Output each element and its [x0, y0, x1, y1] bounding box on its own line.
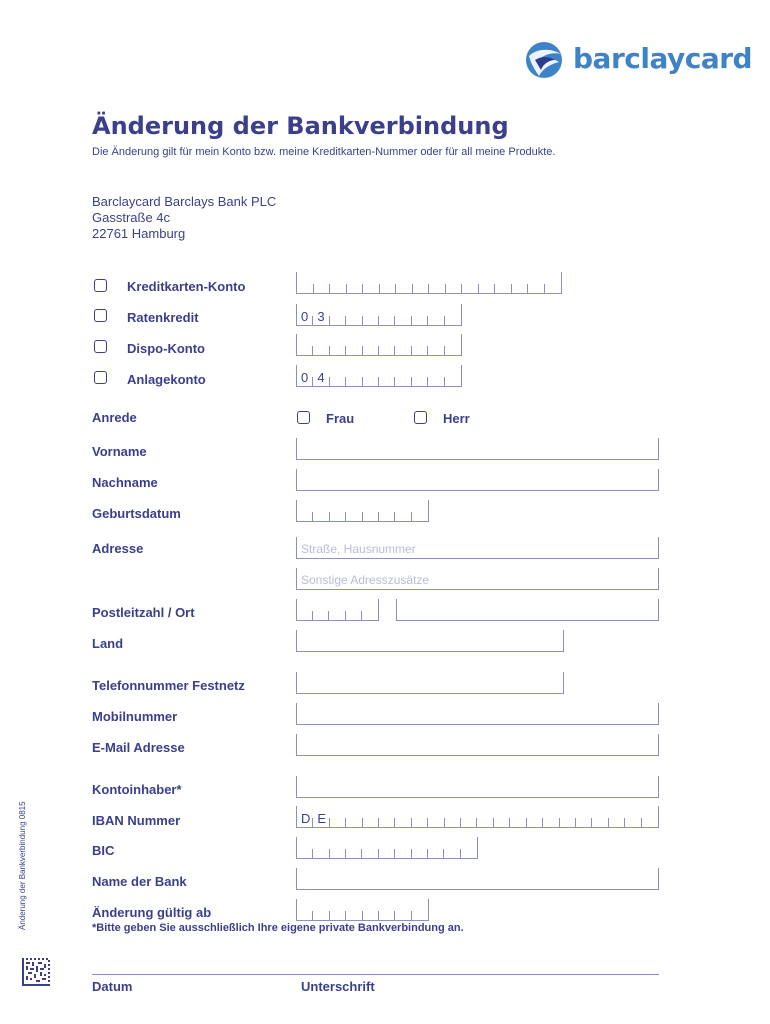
- plz-field[interactable]: [296, 599, 379, 621]
- comb-cell: [527, 806, 543, 827]
- label-adresse: Adresse: [92, 541, 144, 556]
- comb-cell: [362, 837, 378, 858]
- gueltig-ab-field[interactable]: [296, 899, 429, 921]
- comb-cell: [379, 365, 395, 386]
- comb-cell: [445, 365, 461, 386]
- comb-cell: [329, 599, 345, 620]
- comb-cell: [479, 272, 496, 293]
- comb-cell: [313, 599, 329, 620]
- comb-cell: [545, 272, 562, 293]
- ort-input[interactable]: [396, 599, 659, 621]
- comb-cell: [429, 272, 446, 293]
- comb-cell: [346, 837, 362, 858]
- address-line-2: Gasstraße 4c: [92, 210, 171, 225]
- comb-cell: [297, 899, 313, 920]
- comb-cell: [297, 334, 313, 355]
- checkbox-herr[interactable]: [414, 411, 427, 424]
- address-line-3: 22761 Hamburg: [92, 226, 186, 241]
- comb-cell: [297, 304, 313, 325]
- comb-cell: [395, 304, 411, 325]
- land-input[interactable]: [296, 630, 564, 652]
- comb-cell: [477, 806, 493, 827]
- comb-cell: [412, 837, 428, 858]
- checkbox-anlagekonto[interactable]: [94, 371, 107, 384]
- comb-cell: [560, 806, 576, 827]
- dispo-number-field[interactable]: [296, 334, 462, 356]
- label-anrede: Anrede: [92, 410, 137, 425]
- checkbox-kreditkarten-konto[interactable]: [94, 279, 107, 292]
- comb-cell: [379, 899, 395, 920]
- comb-cell: [313, 806, 329, 827]
- label-dispo-konto: Dispo-Konto: [127, 341, 205, 356]
- comb-cell: [313, 899, 329, 920]
- label-datum: Datum: [92, 979, 133, 994]
- comb-cell: [330, 806, 346, 827]
- comb-cell: [412, 334, 428, 355]
- comb-digit: 3: [317, 309, 325, 324]
- comb-cell: [446, 272, 463, 293]
- comb-cell: [395, 365, 411, 386]
- comb-cell: [346, 365, 362, 386]
- comb-cell: [313, 837, 329, 858]
- comb-cell: [395, 899, 411, 920]
- kreditkarten-number-field[interactable]: [296, 272, 562, 294]
- strasse-input[interactable]: [296, 537, 659, 559]
- comb-cell: [543, 806, 559, 827]
- bank-input[interactable]: [296, 868, 659, 890]
- kontoinhaber-input[interactable]: [296, 776, 659, 798]
- label-bic: BIC: [92, 843, 115, 858]
- label-gueltig-ab: Änderung gültig ab: [92, 905, 212, 920]
- address-line-1: Barclaycard Barclays Bank PLC: [92, 194, 277, 209]
- comb-cell: [412, 500, 428, 521]
- comb-cell: [379, 500, 395, 521]
- comb-cell: [346, 599, 362, 620]
- label-mobil: Mobilnummer: [92, 709, 178, 724]
- label-herr: Herr: [443, 411, 470, 426]
- label-festnetz: Telefonnummer Festnetz: [92, 678, 245, 693]
- adresszusatz-placeholder: Sonstige Adresszusätze: [301, 573, 430, 587]
- comb-cell: [412, 806, 428, 827]
- comb-cell: [297, 837, 313, 858]
- comb-cell: [330, 334, 346, 355]
- comb-cell: [412, 899, 428, 920]
- nachname-input[interactable]: [296, 469, 659, 491]
- comb-cell: [461, 806, 477, 827]
- comb-cell: [363, 806, 379, 827]
- label-anlagekonto: Anlagekonto: [127, 372, 206, 387]
- mobil-input[interactable]: [296, 703, 659, 725]
- label-plz-ort: Postleitzahl / Ort: [92, 605, 195, 620]
- label-iban: IBAN Nummer: [92, 813, 181, 828]
- comb-cell: [314, 272, 331, 293]
- comb-cell: [380, 272, 397, 293]
- label-kreditkarten-konto: Kreditkarten-Konto: [127, 279, 246, 294]
- comb-cell: [462, 272, 479, 293]
- label-unterschrift: Unterschrift: [301, 979, 375, 994]
- comb-cell: [625, 806, 641, 827]
- comb-cell: [528, 272, 545, 293]
- email-input[interactable]: [296, 734, 659, 756]
- adresszusatz-input[interactable]: [296, 568, 659, 590]
- footnote: *Bitte geben Sie ausschließlich Ihre eigene private Bankverbindung an.: [92, 922, 464, 934]
- comb-cell: [512, 272, 529, 293]
- comb-cell: [346, 500, 362, 521]
- comb-cell: [494, 806, 510, 827]
- comb-cell: [428, 334, 444, 355]
- comb-cell: [395, 806, 411, 827]
- comb-cell: [313, 500, 329, 521]
- vorname-input[interactable]: [296, 438, 659, 460]
- comb-cell: [330, 899, 346, 920]
- comb-cell: [346, 304, 362, 325]
- anlagekonto-number-field[interactable]: [296, 365, 462, 387]
- comb-cell: [642, 806, 658, 827]
- comb-cell: [330, 304, 346, 325]
- comb-digit: 0: [301, 370, 309, 385]
- label-email: E-Mail Adresse: [92, 740, 185, 755]
- comb-digit: E: [317, 811, 327, 826]
- comb-cell: [445, 806, 461, 827]
- comb-cell: [313, 334, 329, 355]
- comb-cell: [495, 272, 512, 293]
- comb-digit: 0: [301, 309, 309, 324]
- comb-cell: [395, 334, 411, 355]
- label-geburtsdatum: Geburtsdatum: [92, 506, 181, 521]
- comb-cell: [297, 272, 314, 293]
- checkbox-dispo-konto[interactable]: [94, 340, 107, 353]
- comb-cell: [396, 272, 413, 293]
- comb-cell: [346, 899, 362, 920]
- page-title: Änderung der Bankverbindung: [92, 112, 509, 140]
- comb-cell: [395, 500, 411, 521]
- checkbox-frau[interactable]: [297, 411, 310, 424]
- comb-cell: [346, 334, 362, 355]
- label-vorname: Vorname: [92, 444, 147, 459]
- label-land: Land: [92, 636, 124, 651]
- label-nachname: Nachname: [92, 475, 158, 490]
- comb-cell: [330, 837, 346, 858]
- comb-cell: [313, 304, 329, 325]
- comb-cell: [297, 500, 313, 521]
- comb-digit: D: [301, 811, 311, 826]
- comb-cell: [428, 806, 444, 827]
- iban-field[interactable]: [296, 806, 659, 828]
- comb-cell: [297, 599, 313, 620]
- comb-cell: [363, 365, 379, 386]
- comb-cell: [510, 806, 526, 827]
- barclaycard-logo: [523, 40, 753, 80]
- comb-cell: [413, 272, 430, 293]
- geburtsdatum-field[interactable]: [296, 500, 429, 522]
- comb-cell: [379, 334, 395, 355]
- ratenkredit-number-field[interactable]: [296, 304, 462, 326]
- comb-cell: [346, 806, 362, 827]
- comb-cell: [395, 837, 411, 858]
- form-code-text: Änderung der Bankverbindung 0815: [18, 801, 27, 930]
- checkbox-ratenkredit[interactable]: [94, 309, 107, 322]
- page-subtitle: Die Änderung gilt für mein Konto bzw. meine Kreditkarten-Nummer oder für all meine Produkte.: [92, 146, 556, 158]
- comb-cell: [444, 837, 460, 858]
- label-frau: Frau: [326, 411, 355, 426]
- strasse-placeholder: Straße, Hausnummer: [301, 542, 416, 556]
- comb-cell: [445, 304, 461, 325]
- comb-cell: [461, 837, 477, 858]
- comb-cell: [297, 806, 313, 827]
- festnetz-input[interactable]: [296, 672, 564, 694]
- comb-cell: [592, 806, 608, 827]
- comb-cell: [362, 599, 378, 620]
- bic-field[interactable]: [296, 837, 478, 859]
- signature-line: [92, 974, 659, 975]
- comb-cell: [576, 806, 592, 827]
- comb-digit: 4: [317, 370, 325, 385]
- comb-cell: [363, 899, 379, 920]
- comb-cell: [428, 365, 444, 386]
- comb-cell: [609, 806, 625, 827]
- comb-cell: [363, 500, 379, 521]
- comb-cell: [412, 304, 428, 325]
- comb-cell: [363, 304, 379, 325]
- brand-name: barclaycard: [573, 42, 753, 75]
- datamatrix-code-icon: [22, 958, 50, 986]
- comb-cell: [379, 837, 395, 858]
- comb-cell: [363, 334, 379, 355]
- comb-cell: [347, 272, 364, 293]
- label-ratenkredit: Ratenkredit: [127, 310, 199, 325]
- comb-cell: [330, 500, 346, 521]
- label-kontoinhaber: Kontoinhaber*: [92, 782, 182, 797]
- comb-cell: [330, 272, 347, 293]
- comb-cell: [313, 365, 329, 386]
- comb-cell: [379, 304, 395, 325]
- label-bank: Name der Bank: [92, 874, 187, 889]
- comb-cell: [379, 806, 395, 827]
- barclaycard-eagle-icon: [523, 40, 567, 80]
- comb-cell: [363, 272, 380, 293]
- comb-cell: [330, 365, 346, 386]
- comb-cell: [428, 304, 444, 325]
- comb-cell: [412, 365, 428, 386]
- comb-cell: [297, 365, 313, 386]
- comb-cell: [445, 334, 461, 355]
- comb-cell: [428, 837, 444, 858]
